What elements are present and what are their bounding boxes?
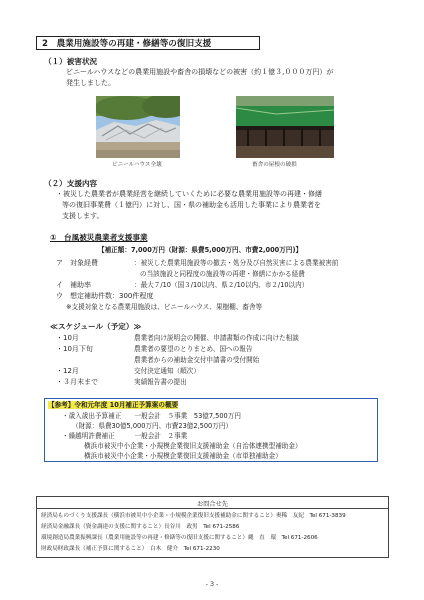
barn-photo (236, 96, 334, 158)
reference-title-text: 【参考】令和元年度 10月補正予算案の概要 (48, 401, 179, 409)
contact-box (36, 496, 389, 558)
contact-row: 経済局金融課長（資金調達の支援に関すること）長谷川 政男 Tel 671-2586 (41, 524, 240, 530)
section-heading: 2 農業用施設等の再建・修繕等の復旧支援 (36, 36, 260, 50)
reference-title (48, 400, 178, 411)
support-title: （２）支援内容 (44, 179, 98, 188)
greenhouse-photo (96, 96, 180, 158)
contact-row: 経済局ものづくり支援課長（横浜市被災中小企業・小規模企業復旧支援補助金に関すること）奥稀 友紀 Tel 671-3839 (41, 513, 346, 519)
schedule-when: ・10月 (56, 334, 79, 342)
damage-title: （１）被害状況 (44, 57, 98, 66)
contact-divider (37, 508, 388, 509)
schedule-what: 農業者向け説明会の開催、申請書類の作成に向けた相談 (134, 334, 299, 342)
support-line-1: ・被災した農業者が農業経営を継続していくために必要な農業用施設等の再建・修繕 (56, 190, 322, 198)
item-a-line-2: の当該施設と同程度の施設等の再建・修繕にかかる経費 (140, 270, 305, 278)
support-line-2: 等の復旧事業費（１億円）に対し、国・県の補助金も活用した事業により農業者を (62, 201, 321, 209)
reference-line-4: 横浜市被災中小企業・小規模企業復旧支援補助金（自治体連携型補助金） (84, 442, 302, 450)
item-i-value: ：最大７/10（国３/10以内、県２/10以内、市２/10以内） (134, 281, 309, 289)
support-line-3: 支援します。 (62, 212, 104, 220)
damage-line-2: 発生しました。 (66, 79, 115, 87)
barn-caption: 畜舎の屋根の破損 (252, 162, 297, 168)
schedule-when: ・３月末まで (56, 378, 98, 386)
schedule-when: ・12月 (56, 367, 79, 375)
contact-row: 財政局財政課長（補正予算に関すること） 白木 健介 Tel 671-2230 (41, 546, 220, 552)
schedule-what: 実績報告書の提出 (134, 378, 187, 386)
reference-line-5: 横浜市被災中小企業・小規模企業復旧支援補助金（市単独補助金） (84, 452, 282, 460)
reference-line-1: ・歳入歳出予算補正 一般会計 ５事業 53億7,500万円 (62, 412, 241, 420)
schedule-title: ≪スケジュール（予定）≫ (50, 322, 142, 331)
contact-title: お問合せ先 (197, 501, 228, 508)
greenhouse-caption: ビニールハウス全壊 (112, 162, 162, 168)
item-u: ウ 想定補助件数：300件程度 (56, 292, 154, 300)
reference-line-2: （財源：県費30億5,000万円、市費23億2,500万円） (72, 422, 233, 430)
schedule-when: ・10月下旬 (56, 345, 93, 353)
schedule-what: 農業者の要望のとりまとめ、国への報告 (134, 345, 253, 353)
item-i-label: イ 補助率 (56, 281, 91, 289)
page-number: - 3 - (205, 580, 219, 588)
reference-line-3: ・繰越明許費補正 一般会計 ２事業 (62, 432, 188, 440)
schedule-what: 交付決定通知（順次） (134, 367, 200, 375)
program-note: ※支援対象となる農業用施設は、ビニールハウス、果樹棚、畜舎等 (66, 303, 263, 311)
contact-row: 環境創造局農業振興課長（農業用施設等の再建・修繕等の復旧支援に関すること）縄 直 環 Tel 671-2606 (41, 535, 318, 541)
program-title: ① 台風被災農業者支援事業 (50, 233, 148, 242)
schedule-what: 農業者からの補助金交付申請書の受付開始 (134, 356, 260, 364)
program-budget: 【補正額：7,000万円（財源：県費5,000万円、市費2,000万円)】 (98, 246, 303, 254)
damage-line-1: ビニールハウスなどの農業用施設や畜舎の損壊などの被害（約１億３,０００万円）が (66, 68, 334, 76)
item-a-label: ア 対象経費 (56, 259, 98, 267)
item-a-line-1: ：被災した農業用施設等の撤去・処分及び自然災害による農業被害前 (134, 259, 339, 267)
